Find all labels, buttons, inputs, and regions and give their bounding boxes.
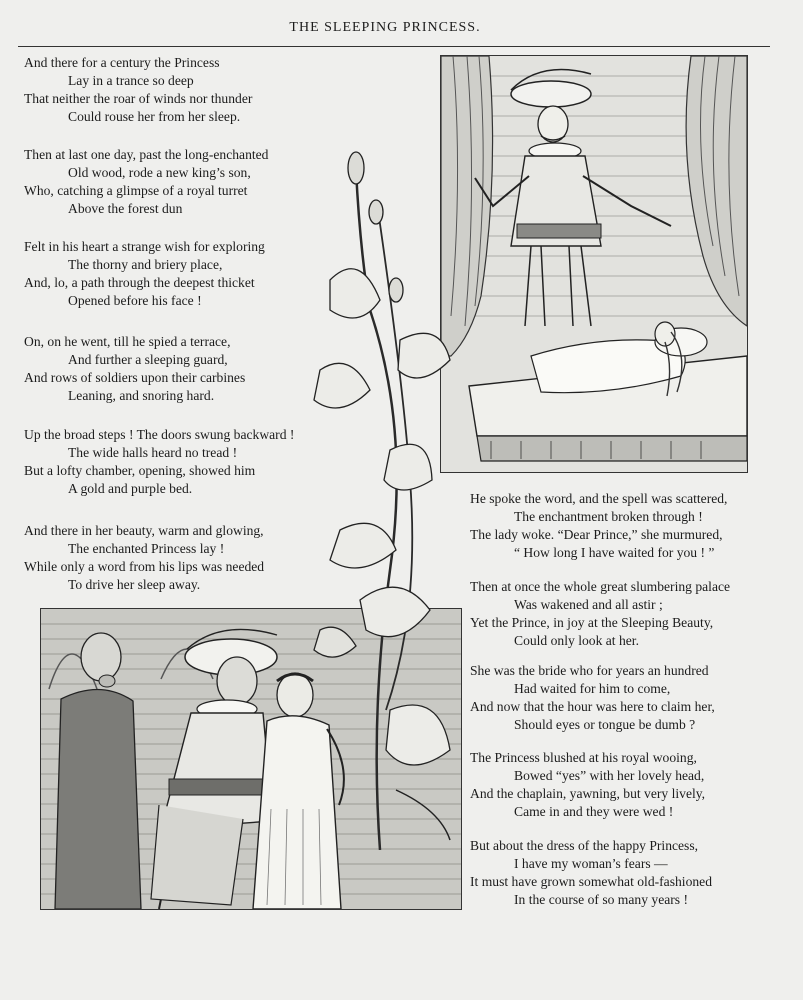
stanza-right-2 [470,578,730,650]
stanza-right-1 [470,490,727,562]
stanza-left-2 [24,146,268,218]
page-title: THE SLEEPING PRINCESS. [289,20,481,35]
verse-line: The wide halls heard no tread ! [68,445,238,460]
verse-line: Then at once the whole great slumbering palace [470,579,731,594]
verse-line: It must have grown somewhat old-fashioned [470,874,712,889]
verse-line: Old wood, rode a new king’s son, [68,165,251,180]
verse-line: And further a sleeping guard, [68,352,228,367]
verse-line: The Princess blushed at his royal wooing, [470,750,697,765]
verse-line: And rows of soldiers upon their carbines [24,370,246,385]
stanza-left-6 [24,522,264,594]
illustration-prince-and-sleeping-princess [440,55,748,473]
verse-line: Could only look at her. [514,633,639,648]
verse-line: Could rouse her from her sleep. [68,109,241,124]
verse-line: The lady woke. “Dear Prince,” she murmured, [470,527,723,542]
verse-line: That neither the roar of winds nor thunder [24,91,253,106]
stanza-left-4 [24,333,245,405]
verse-line: And the chaplain, yawning, but very lively, [470,786,706,801]
verse-line: Up the broad steps ! The doors swung backward ! [24,427,295,442]
verse-line: “ How long I have waited for you ! ” [514,545,715,560]
poppy-vine-decoration [300,150,470,850]
verse-line: To drive her sleep away. [68,577,201,592]
verse-line: Yet the Prince, in joy at the Sleeping Beauty, [470,615,714,630]
verse-line: And there in her beauty, warm and glowing, [24,523,264,538]
stanza-right-3 [470,662,715,734]
verse-line: Who, catching a glimpse of a royal turret [24,183,248,198]
verse-line: He spoke the word, and the spell was scattered, [470,491,728,506]
verse-line: A gold and purple bed. [68,481,193,496]
verse-line: Felt in his heart a strange wish for exploring [24,239,265,254]
verse-line: Bowed “yes” with her lovely head, [514,768,705,783]
verse-line: And, lo, a path through the deepest thicket [24,275,255,290]
stanza-left-1 [24,54,252,126]
stanza-right-5 [470,837,712,909]
verse-line: Above the forest dun [68,201,183,216]
stanza-right-4 [470,749,705,821]
verse-line: Then at last one day, past the long-enchanted [24,147,269,162]
verse-line: The thorny and briery place, [68,257,223,272]
verse-line: But about the dress of the happy Princess, [470,838,699,853]
stanza-left-3 [24,238,265,310]
verse-line: Opened before his face ! [68,293,202,308]
verse-line: Had waited for him to come, [514,681,671,696]
verse-line: But a lofty chamber, opening, showed him [24,463,256,478]
verse-line: I have my woman’s fears — [514,856,668,871]
verse-line: In the course of so many years ! [514,892,689,907]
verse-line: And there for a century the Princess [24,55,220,70]
verse-line: Came in and they were wed ! [514,804,674,819]
verse-line: Lay in a trance so deep [68,73,194,88]
verse-line: Leaning, and snoring hard. [68,388,215,403]
verse-line: The enchantment broken through ! [514,509,703,524]
verse-line: Should eyes or tongue be dumb ? [514,717,696,732]
verse-line: While only a word from his lips was needed [24,559,265,574]
verse-line: The enchanted Princess lay ! [68,541,225,556]
verse-line: And now that the hour was here to claim her, [470,699,715,714]
verse-line: On, on he went, till he spied a terrace, [24,334,231,349]
header-rule [18,46,770,47]
stanza-left-5 [24,426,294,498]
verse-line: She was the bride who for years an hundred [470,663,709,678]
verse-line: Was wakened and all astir ; [514,597,663,612]
